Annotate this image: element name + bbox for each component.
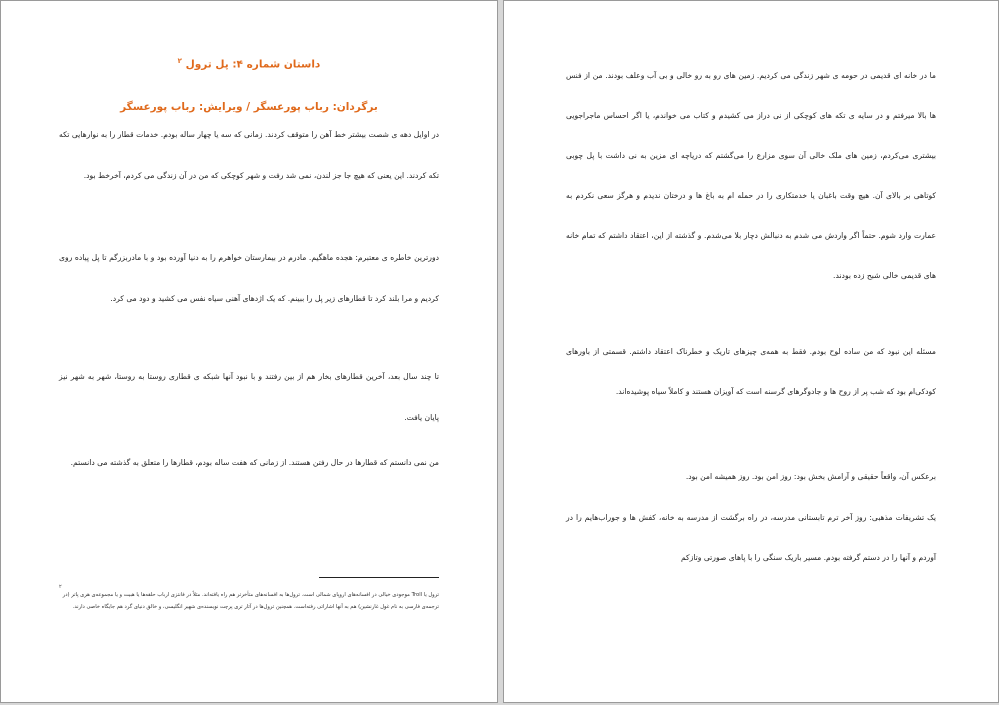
right-page xyxy=(503,0,999,703)
paragraph: دورترین خاطره ی معتبرم: هجده ماهگیم. مادرم در بیمارستان خواهرم را به دنیا آورده بود و با مادربزرگم تا پل پیاده روی کردیم و مرا بلند کرد تا قطارهای زیر پل را ببینم. که یک اژدهای آهنی سیاه نفس می کشید و دود می کرد. xyxy=(59,253,439,303)
left-page xyxy=(0,0,498,703)
paragraph: مسئله این نبود که من ساده لوح بودم. فقط به همه‌ی چیزهای تاریک و خطرناک اعتقاد داشتم. قسمتی از باورهای کودکی‌ام بود که شب پر از روح ها و جادوگرهای گرسنه است که آویزان هستند و کاملاً سیاه پوشیده‌اند. xyxy=(566,347,936,396)
story-title-text: داستان شماره ۴: پل ترول xyxy=(185,58,321,71)
paragraph: تا چند سال بعد، آخرین قطارهای بخار هم از بین رفتند و با نبود آنها شبکه ی قطاری روستا به روستا، شهر به شهر نیز پایان یافت. xyxy=(59,372,439,422)
paragraph: در اوایل دهه ی شصت بیشتر خط آهن را متوقف کردند. زمانی که سه یا چهار ساله بودم. خدمات قطار را به نوارهایی تکه تکه کردند. این یعنی که هیچ جا جز لندن، نمی شد رفت و شهر کوچکی که من در آن زندگی می کردم، آخرخط بود. xyxy=(59,130,439,180)
paragraph: ما در خانه ای قدیمی در حومه ی شهر زندگی می کردیم. زمین های رو به رو خالی و بی آب وعلف بودند. من از فنس ها بالا میرفتم و در سایه ی تکه های کوچکی از نی دراز می کشیدم و کتاب می خواندم، یا اگر احساس ماجراجویی بیشتری می‌کردم، زمین های ملک خالی آن سوی مزارع را می‌گشتم که دریاچه ای مزین به نی داشت با پل چوبی کوتاهی بر بالای آن. هیچ وقت باغبان یا خدمتکاری را در حمله ام به باغ ها و درختان ندیدم و هرگز سعی نکردم به عمارت وارد شوم. حتماً اگر واردش می شدم به دنبالش دچار بلا می‌شدم. و گذشته از این، اعتقاد داشتم که تمام خانه های قدیمی خالی شبح زده بودند. xyxy=(566,71,936,280)
translator-line: برگردان: رباب پورعسگر / ویرایش: رباب پورعسگر xyxy=(120,101,378,113)
footnote-mark: ۲ xyxy=(59,584,62,590)
paragraph: برعکس آن، واقعاً حقیقی و آرامش بخش بود: روز امن بود. روز همیشه امن بود. xyxy=(685,472,936,481)
footnote-text: ترول یا Troll موجودی خیالی در افسانه‌های اروپای شمالی است. ترول‌ها به افسانه‌های متأخرتر هم راه یافته‌اند. مثلاً در فانتزی ارباب حلقه‌ها یا هبیت و یا مجموعه‌ی هری پاتر (در ترجمه‌ی فارسی به نام غول غارنشین) هم به آنها اشاراتی رفته‌است. همچنین ترول‌ها در آثار تری پرچت نویسنده‌ی شهیر انگلیسی، و خالق دنیای گرد هم جایگاه خاصی دارند. xyxy=(62,592,439,610)
paragraph: من نمی دانستم که قطارها در حال رفتن هستند. از زمانی که هفت ساله بودم، قطارها را متعلق به گذشته می دانستم. xyxy=(70,458,439,467)
footnote-separator xyxy=(319,577,439,578)
title-footnote-ref[interactable]: ۲ xyxy=(177,57,182,65)
story-title xyxy=(41,57,457,71)
paragraph: یک تشریفات مذهبی: روز آخر ترم تابستانی مدرسه، در راه برگشت از مدرسه به خانه، کفش ها و جوراب‌هایم را در آوردم و آنها را در دستم گرفته بودم. مسیر باریک سنگی را با پاهای صورتی وتازکم xyxy=(566,513,936,562)
